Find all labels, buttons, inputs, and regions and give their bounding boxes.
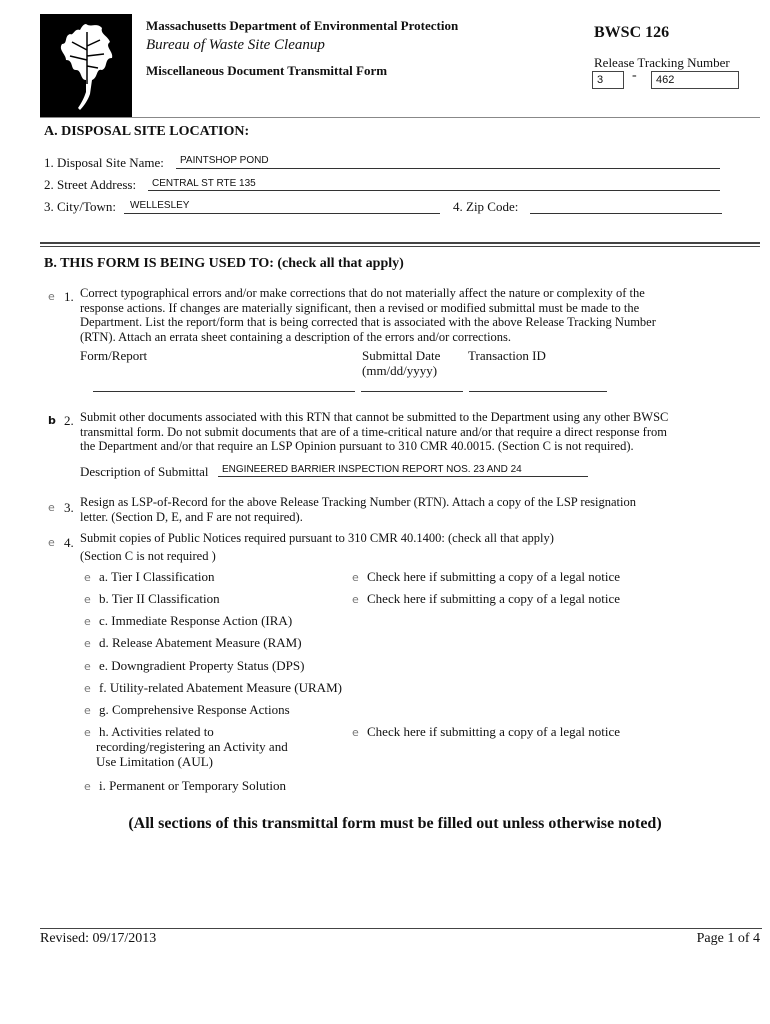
form-report-header: Form/Report	[80, 348, 148, 363]
sub-e-label: e. Downgradient Property Status (DPS)	[99, 658, 305, 673]
section-a-title: A. DISPOSAL SITE LOCATION:	[44, 124, 250, 139]
site-name-value: PAINTSHOP POND	[180, 155, 269, 166]
sub-h-label	[99, 724, 214, 739]
agency-name: Massachusetts Department of Environmental Protection	[146, 18, 459, 33]
item4-checkbox[interactable]: e	[48, 536, 55, 549]
item2-text	[80, 410, 770, 454]
oak-leaf-icon	[40, 14, 132, 118]
sub-f-checkbox[interactable]: e	[84, 682, 91, 695]
item4-number: 4.	[64, 535, 74, 550]
item3-checkbox[interactable]: e	[48, 501, 55, 514]
submittal-date-header	[362, 348, 440, 378]
transaction-id-header: Transaction ID	[468, 348, 546, 363]
date-format-label: (mm/dd/yyyy)	[362, 363, 438, 378]
item1-line2: response actions. If changes are materially significant, then a revised or modified submittal must be made to the	[80, 300, 640, 315]
sub-h-line1: h. Activities related to	[99, 724, 214, 739]
form-report-field[interactable]	[93, 391, 355, 392]
sub-h-line2: recording/registering an Activity and	[96, 739, 288, 754]
rtn-label: Release Tracking Number	[594, 55, 730, 70]
item2-line3: the Department and/or that require an LSP Opinion pursuant to 310 CMR 40.0015. (Section C is not required).	[80, 439, 634, 453]
submittal-date-field[interactable]	[361, 391, 463, 392]
transaction-id-field[interactable]	[469, 391, 607, 392]
rtn-dash: -	[632, 68, 637, 83]
sub-a-legal-label: Check here if submitting a copy of a legal notice	[367, 569, 621, 584]
sub-i-checkbox[interactable]: e	[84, 780, 91, 793]
sub-i-label: i. Permanent or Temporary Solution	[99, 778, 286, 793]
item3-text	[80, 495, 770, 524]
street-value: CENTRAL ST RTE 135	[152, 178, 256, 189]
item1-number: 1.	[64, 289, 74, 304]
revised-date: Revised: 09/17/2013	[40, 931, 157, 946]
rtn-number-field[interactable]: 462	[651, 71, 739, 89]
zip-label: 4. Zip Code:	[453, 199, 519, 214]
item2-line1: Submit other documents associated with this RTN that cannot be submitted to the Department using any other BWSC	[80, 410, 669, 424]
sub-h-line3: Use Limitation (AUL)	[96, 754, 213, 769]
item3-line1: Resign as LSP-of-Record for the above Release Tracking Number (RTN). Attach a copy of the LSP resignation	[80, 495, 636, 509]
sub-h-legal-label: Check here if submitting a copy of a legal notice	[367, 724, 621, 739]
description-label: Description of Submittal	[80, 464, 209, 479]
form-code: BWSC 126	[594, 24, 670, 41]
sub-b-legal-label: Check here if submitting a copy of a legal notice	[367, 591, 621, 606]
item4-line2: (Section C is not required )	[80, 548, 216, 563]
item2-number: 2.	[64, 413, 74, 428]
sub-d-label: d. Release Abatement Measure (RAM)	[99, 635, 302, 650]
footer-divider	[40, 928, 762, 929]
sub-c-checkbox[interactable]: e	[84, 615, 91, 628]
street-field[interactable]	[148, 190, 720, 191]
sub-d-checkbox[interactable]: e	[84, 637, 91, 650]
page-number: Page 1 of 4	[696, 931, 760, 946]
section-divider	[40, 242, 760, 247]
item1-text	[80, 286, 770, 344]
sub-c-label: c. Immediate Response Action (IRA)	[99, 613, 293, 628]
sub-h-legal-checkbox[interactable]: e	[352, 726, 359, 739]
form-title: Miscellaneous Document Transmittal Form	[146, 63, 388, 78]
site-name-field[interactable]	[176, 168, 720, 169]
sub-g-label: g. Comprehensive Response Actions	[99, 702, 290, 717]
city-field[interactable]	[124, 213, 440, 214]
city-value: WELLESLEY	[130, 200, 190, 211]
bureau-name: Bureau of Waste Site Cleanup	[146, 37, 325, 53]
sub-b-legal-checkbox[interactable]: e	[352, 593, 359, 606]
item3-line2: letter. (Section D, E, and F are not required).	[80, 509, 303, 524]
sub-f-label: f. Utility-related Abatement Measure (URAM)	[99, 680, 342, 695]
description-field[interactable]	[218, 476, 588, 477]
item1-line3: Department. List the report/form that is being corrected that is associated with the above Release Tracking Number	[80, 315, 656, 329]
street-label: 2. Street Address:	[44, 177, 137, 192]
sub-h-checkbox[interactable]: e	[84, 726, 91, 739]
item1-line4: (RTN). Attach an errata sheet containing a description of the errors and/or corrections.	[80, 329, 512, 344]
completion-note: (All sections of this transmittal form must be filled out unless otherwise noted)	[128, 815, 662, 832]
item3-number: 3.	[64, 500, 74, 515]
oak-leaf-logo	[40, 14, 132, 118]
submittal-date-label: Submittal Date	[362, 348, 441, 363]
sub-a-checkbox[interactable]: e	[84, 571, 91, 584]
item4-line1: Submit copies of Public Notices required pursuant to 310 CMR 40.1400: (check all that apply)	[80, 531, 554, 545]
sub-a-label: a. Tier I Classification	[99, 569, 215, 584]
city-label: 3. City/Town:	[44, 199, 117, 214]
sub-b-label: b. Tier II Classification	[99, 591, 220, 606]
sub-h-label-cont	[96, 739, 288, 769]
zip-field[interactable]	[530, 213, 722, 214]
sub-b-checkbox[interactable]: e	[84, 593, 91, 606]
rtn-region-field[interactable]: 3	[592, 71, 624, 89]
item2-line2: transmittal form. Do not submit documents that are of a time-critical nature and/or that require a direct response from	[80, 424, 667, 439]
description-value: ENGINEERED BARRIER INSPECTION REPORT NOS. 23 AND 24	[222, 464, 522, 475]
item2-checkbox[interactable]: b	[48, 414, 56, 427]
sub-g-checkbox[interactable]: e	[84, 704, 91, 717]
sub-e-checkbox[interactable]: e	[84, 660, 91, 673]
item1-checkbox[interactable]: e	[48, 290, 55, 303]
section-b-title: B. THIS FORM IS BEING USED TO: (check all that apply)	[44, 256, 404, 271]
sub-a-legal-checkbox[interactable]: e	[352, 571, 359, 584]
item4-text	[80, 531, 770, 563]
header-divider	[40, 117, 760, 118]
item1-line1: Correct typographical errors and/or make corrections that do not materially affect the nature or complexity of the	[80, 286, 645, 300]
site-name-label: 1. Disposal Site Name:	[44, 155, 164, 170]
